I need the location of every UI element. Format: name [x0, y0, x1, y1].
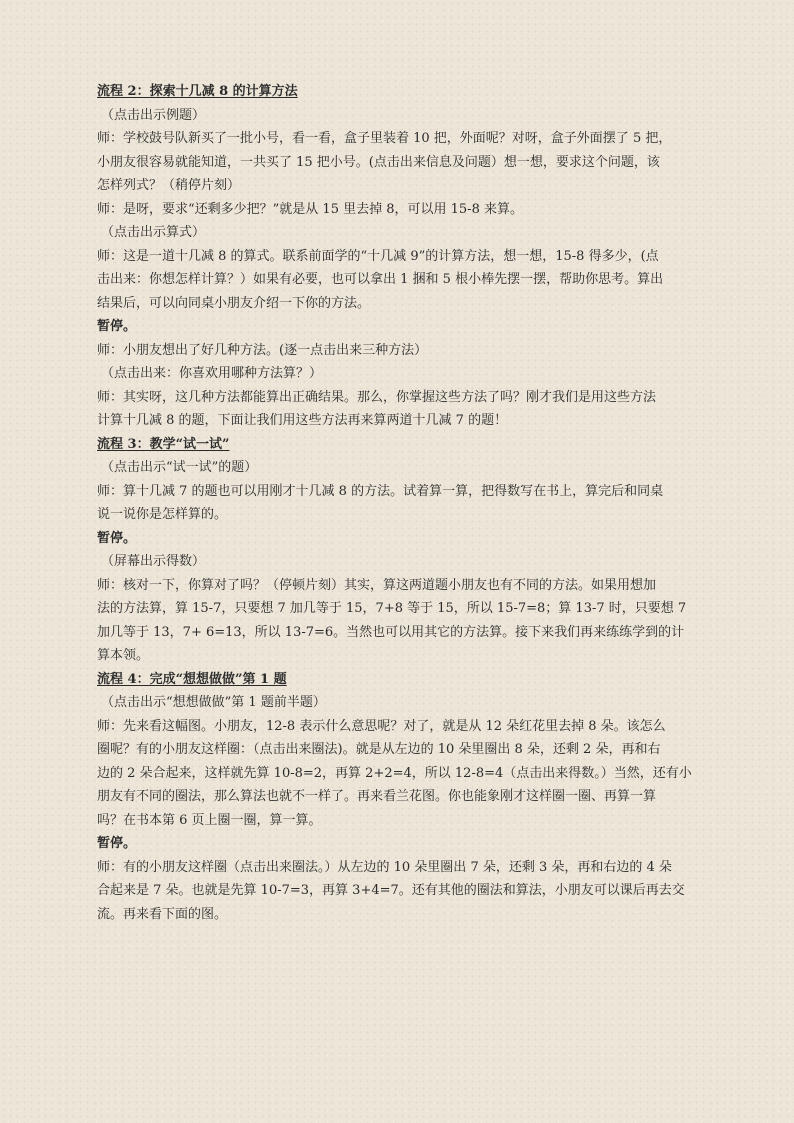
- stage-direction: （点击出示算式）: [101, 225, 206, 240]
- paragraph-line: 师：算十几减 7 的题也可以用刚才十几减 8 的方法。试着算一算，把得数写在书上，算完后和同桌: [97, 483, 664, 499]
- section-heading-3: 流程 3：教学“试一试”: [97, 436, 230, 452]
- paragraph-line: 师：这是一道十几减 8 的算式。联系前面学的“十几减 9”的计算方法，想一想，15-8 得多少，(点: [97, 248, 659, 264]
- paragraph-line: 朋友有不同的圈法，那么算法也就不一样了。再来看兰花图。你也能象刚才这样圈一圈、再算一算: [97, 789, 657, 804]
- paragraph-line: 结果后，可以向同桌小朋友介绍一下你的方法。: [97, 295, 371, 311]
- paragraph-line: 师：先来看这幅图。小朋友，12-8 表示什么意思呢？对了，就是从 12 朵红花里去掉 8 朵。该怎么: [97, 718, 666, 734]
- paragraph-line: 说一说你是怎样算的。: [97, 507, 228, 522]
- paragraph-line: 算本领。: [97, 648, 150, 663]
- section-heading-4: 流程 4：完成“想想做做”第 1 题: [97, 671, 287, 687]
- paragraph-line: 怎样列式？（稍停片刻）: [97, 178, 241, 193]
- paragraph-line: 师：核对一下，你算对了吗？（停顿片刻）其实，算这两道题小朋友也有不同的方法。如果用想加: [97, 577, 657, 593]
- lesson-text: [97, 80, 707, 926]
- stage-direction: （屏幕出示得数）: [101, 554, 206, 569]
- paragraph-line: 师：是呀，要求“还剩多少把？”就是从 15 里去掉 8，可以用 15-8 来算。: [97, 201, 523, 217]
- paragraph-line: 吗？在书本第 6 页上圈一圈，算一算。: [97, 812, 322, 828]
- paragraph-line: 圈呢？有的小朋友这样圈：（点击出来圈法)。就是从左边的 10 朵里圈出 8 朵，还剩 2 朵，再和右: [97, 742, 661, 757]
- paragraph-line: 师：学校鼓号队新买了一批小号，看一看，盒子里装着 10 把，外面呢？对呀，盒子外面摆了 5 把，: [97, 131, 672, 146]
- paragraph-line: 合起来是 7 朵。也就是先算 10-7=3，再算 3+4=7。还有其他的圈法和算法，小朋友可以课后再去交: [97, 883, 685, 898]
- stage-direction: （点击出示“试一试”的题）: [101, 460, 258, 475]
- paragraph-line: 法的方法算，算 15-7，只要想 7 加几等于 15，7+8 等于 15，所以 15-7=8；算 13-7 时，只要想 7: [97, 601, 687, 616]
- paragraph-line: 击出来：你想怎样计算？）如果有必要，也可以拿出 1 捆和 5 根小棒先摆一摆，帮助你思考。算出: [97, 272, 664, 287]
- pause-label: 暂停。: [97, 530, 137, 546]
- paragraph-line: 师：小朋友想出了好几种方法。(逐一点击出来三种方法）: [97, 342, 428, 358]
- stage-direction: （点击出示“想想做做”第 1 题前半题）: [101, 695, 326, 710]
- paragraph-line: 师：其实呀，这几种方法都能算出正确结果。那么，你掌握这些方法了吗？刚才我们是用这些方法: [97, 389, 657, 405]
- pause-label: 暂停。: [97, 319, 137, 334]
- section-heading-2: 流程 2：探索十几减 8 的计算方法: [97, 84, 298, 99]
- paragraph-line: 师：有的小朋友这样圈（点击出来圈法。）从左边的 10 朵里圈出 7 朵，还剩 3 朵，再和右边的 4 朵: [97, 859, 672, 875]
- stage-direction: （点击出示例题）: [101, 107, 206, 123]
- paragraph-line: 加几等于 13，7+ 6=13，所以 13-7=6。当然也可以用其它的方法算。接下来我们再来练练学到的计: [97, 624, 685, 640]
- pause-label: 暂停。: [97, 836, 137, 851]
- paragraph-line: 小朋友很容易就能知道，一共买了 15 把小号。(点击出来信息及问题）想一想，要求这个问题，该: [97, 154, 660, 170]
- paragraph-line: 流。再来看下面的图。: [97, 906, 228, 922]
- paragraph-line: 边的 2 朵合起来，这样就先算 10-8=2，再算 2+2=4，所以 12-8=4（点击出来得数。）当然，还有小: [97, 765, 692, 781]
- paragraph-line: 计算十几减 8 的题，下面让我们用这些方法再来算两道十几减 7 的题！: [97, 413, 508, 428]
- stage-direction: （点击出来：你喜欢用哪种方法算？）: [101, 366, 323, 381]
